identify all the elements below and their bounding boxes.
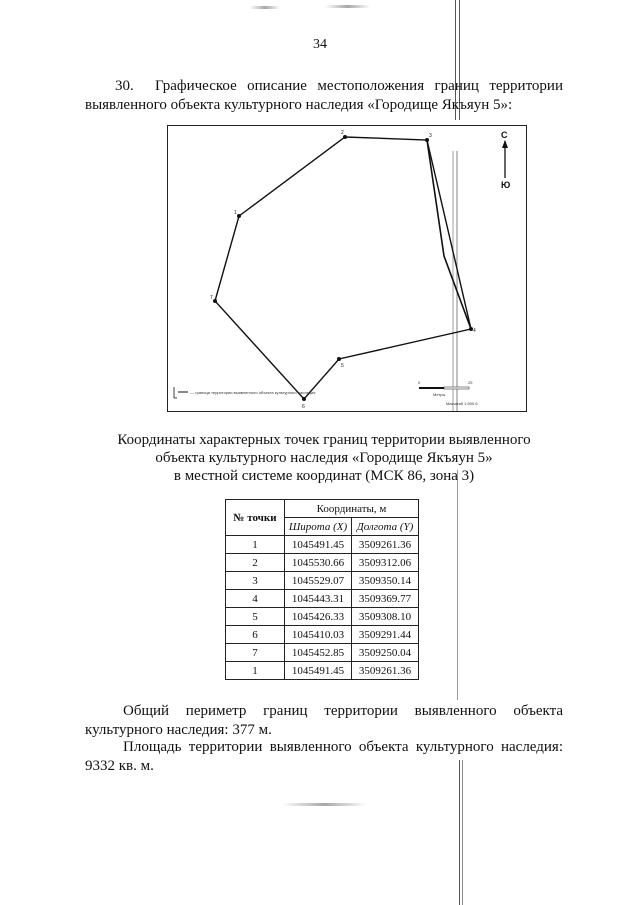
coordinates-table (225, 499, 419, 680)
point-label-7: 7 (210, 295, 213, 301)
header-point-number: № точки (226, 500, 285, 536)
boundary-map (167, 125, 527, 412)
section-number: 30. (115, 78, 134, 94)
cell-point: 2 (226, 554, 285, 572)
boundary-map-svg (168, 126, 526, 411)
cell-x: 1045491.45 (285, 662, 352, 680)
compass-north-label: С (501, 130, 508, 140)
compass-arrow-head (502, 140, 508, 148)
table-row (226, 554, 419, 572)
scale-ratio: Масштаб 1:900.6 (446, 401, 478, 406)
boundary-point-6 (302, 397, 306, 401)
compass-south-label: Ю (501, 180, 511, 190)
cell-x: 1045443.31 (285, 590, 352, 608)
cell-x: 1045452.85 (285, 644, 352, 662)
cell-x: 1045426.33 (285, 608, 352, 626)
cell-x: 1045530.66 (285, 554, 352, 572)
scan-smudge-top-left (250, 6, 280, 9)
cell-point: 5 (226, 608, 285, 626)
cell-point: 7 (226, 644, 285, 662)
header-latitude: Широта (X) (285, 518, 352, 536)
area-paragraph: Площадь территории выявленного объекта культурного наследия: 9332 кв. м. (85, 739, 563, 774)
cell-x: 1045410.03 (285, 626, 352, 644)
caption-line-1: Координаты характерных точек границ территории выявленного (117, 432, 531, 448)
boundary-point-5 (337, 357, 341, 361)
table-header-row (226, 500, 419, 518)
section-title: Графическое описание местоположения границ территории выявленного объекта культурного наследия «Городище Якъяун 5»: (85, 78, 563, 113)
cell-point: 3 (226, 572, 285, 590)
scan-smudge-top-right (325, 5, 370, 8)
point-label-5: 5 (341, 363, 344, 369)
table-row (226, 626, 419, 644)
table-row (226, 608, 419, 626)
scan-smudge-bottom (282, 803, 367, 806)
cell-y: 3509250.04 (352, 644, 419, 662)
point-label-1: 1 (234, 210, 237, 216)
cell-y: 3509312.06 (352, 554, 419, 572)
legend-text: — граница территории выявленного объекта культурного наследия (190, 390, 316, 395)
perimeter-paragraph: Общий периметр границ территории выявленного объекта культурного наследия: 377 м. (85, 703, 563, 738)
cell-y: 3509308.10 (352, 608, 419, 626)
table-row (226, 590, 419, 608)
point-label-6: 6 (302, 404, 305, 410)
table-row (226, 572, 419, 590)
table-row (226, 536, 419, 554)
cell-y: 3509369.77 (352, 590, 419, 608)
cell-point: 1 (226, 536, 285, 554)
cell-x: 1045529.07 (285, 572, 352, 590)
scale-units: Метры (433, 392, 446, 397)
scan-margin-line (457, 470, 458, 700)
scan-margin-line (462, 760, 463, 905)
cell-point: 4 (226, 590, 285, 608)
cell-y: 3509261.36 (352, 662, 419, 680)
scale-zero-label: 0 (418, 380, 421, 385)
boundary-point-7 (213, 299, 217, 303)
page-number: 34 (313, 37, 327, 52)
scale-bar-segment (444, 387, 469, 389)
scan-margin-line (459, 760, 460, 905)
section-heading (85, 77, 563, 115)
header-coordinates: Координаты, м (285, 500, 419, 518)
point-label-4: 4 (473, 328, 476, 334)
cell-y: 3509261.36 (352, 536, 419, 554)
table-row (226, 644, 419, 662)
scale-max-label: 25 (468, 380, 473, 385)
caption-line-3: в местной системе координат (МСК 86, зона 3) (173, 468, 475, 484)
cell-x: 1045491.45 (285, 536, 352, 554)
point-label-2: 2 (341, 130, 344, 136)
cell-y: 3509350.14 (352, 572, 419, 590)
table-caption (85, 431, 563, 485)
table-row (226, 662, 419, 680)
cell-y: 3509291.44 (352, 626, 419, 644)
point-label-3: 3 (429, 133, 432, 139)
header-longitude: Долгота (Y) (352, 518, 419, 536)
caption-line-2: объекта культурного наследия «Городище Якъяун 5» (155, 450, 493, 466)
boundary-point-1 (237, 214, 241, 218)
cell-point: 6 (226, 626, 285, 644)
cell-point: 1 (226, 662, 285, 680)
